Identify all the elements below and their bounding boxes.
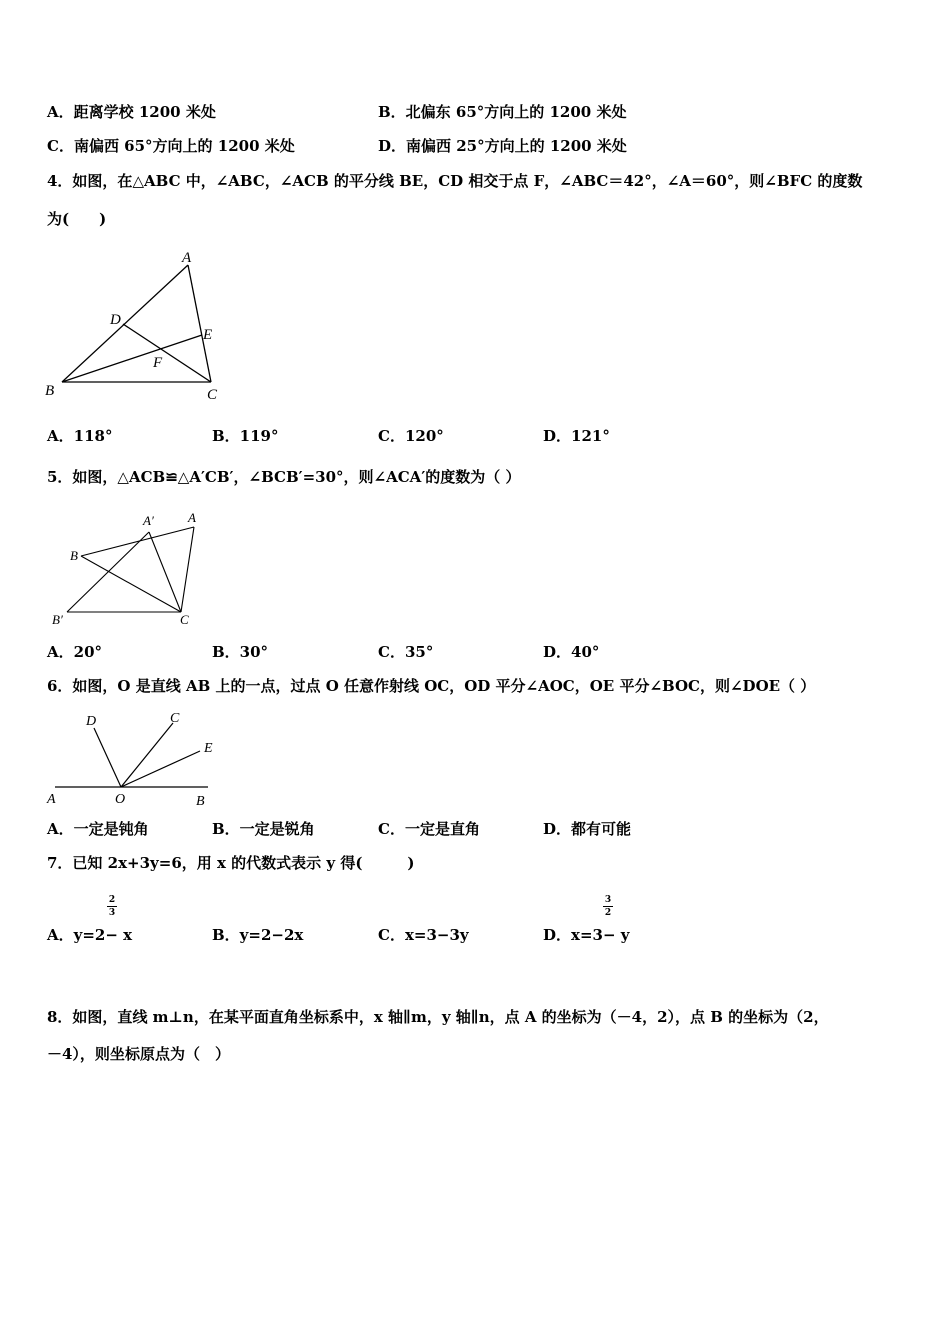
q4-stem-line2: 为( )	[47, 210, 107, 228]
q7-option-a: A．y=2− x	[47, 926, 133, 944]
q4-option-d: D．121°	[543, 427, 610, 445]
q5-stem: 5．如图，△ACB≌△A′CB′，∠BCB′=30°，则∠ACA′的度数为（ ）	[47, 468, 521, 486]
q4-option-b: B．119°	[212, 427, 279, 445]
q6-ray-oc	[121, 723, 173, 787]
q7-fraction-a-den: 3	[108, 908, 116, 918]
q6-label-a: A	[47, 792, 56, 807]
q6-ray-oe	[121, 751, 200, 787]
q7-fraction-a-num: 2	[108, 895, 116, 905]
q6-ray-od	[94, 728, 121, 787]
q7-option-b: B．y=2−2x	[212, 926, 304, 944]
q4-label-d: D	[110, 312, 121, 328]
q4-label-a: A	[182, 250, 192, 266]
q5-label-b: B	[70, 548, 78, 563]
q4-stem-line1: 4．如图，在△ABC 中，∠ABC，∠ACB 的平分线 BE，CD 相交于点 F，∠ABC＝42°，∠A＝60°，则∠BFC 的度数	[47, 172, 863, 190]
q5-label-a: A	[188, 510, 196, 525]
q6-label-e: E	[204, 741, 213, 756]
q3-option-c: C．南偏西 65°方向上的 1200 米处	[47, 137, 295, 155]
q5-label-b-prime: B′	[52, 612, 63, 627]
q5-option-a: A．20°	[47, 643, 103, 661]
q3-option-d: D．南偏西 25°方向上的 1200 米处	[378, 137, 627, 155]
q4-label-b: B	[45, 383, 55, 399]
q6-option-d: D．都有可能	[543, 820, 632, 838]
q6-option-a: A．一定是钝角	[47, 820, 149, 838]
q7-fraction-d-num: 3	[604, 895, 612, 905]
q7-fraction-a	[107, 895, 117, 918]
q7-option-d: D．x=3− y	[543, 926, 630, 944]
q6-label-o: O	[115, 792, 126, 807]
q5-option-b: B．30°	[212, 643, 269, 661]
q4-label-f: F	[153, 355, 163, 371]
q6-label-d: D	[86, 714, 97, 729]
q5-option-d: D．40°	[543, 643, 600, 661]
q5-label-a-prime: A′	[143, 513, 154, 528]
q4-option-a: A．118°	[47, 427, 113, 445]
q6-option-c: C．一定是直角	[378, 820, 480, 838]
q6-option-b: B．一定是锐角	[212, 820, 315, 838]
q5-option-c: C．35°	[378, 643, 434, 661]
q4-label-e: E	[203, 327, 213, 343]
q6-label-c: C	[170, 711, 180, 726]
q7-stem: 7．已知 2x+3y=6，用 x 的代数式表示 y 得( )	[47, 854, 415, 872]
q7-option-c: C．x=3−3y	[378, 926, 469, 944]
q7-fraction-d-den: 2	[604, 908, 612, 918]
q5-label-c: C	[180, 612, 189, 627]
q6-label-b: B	[196, 794, 205, 809]
q4-option-c: C．120°	[378, 427, 444, 445]
q6-stem: 6．如图，O 是直线 AB 上的一点，过点 O 任意作射线 OC，OD 平分∠AOC，OE 平分∠BOC，则∠DOE（ ）	[47, 677, 816, 695]
q8-stem-line2: －4），则坐标原点为（ ）	[47, 1045, 230, 1063]
q7-fraction-d	[603, 895, 613, 918]
q3-option-b: B．北偏东 65°方向上的 1200 米处	[378, 103, 627, 121]
q8-stem-line1: 8．如图，直线 m⊥n，在某平面直角坐标系中，x 轴∥m，y 轴∥n，点 A 的坐标为（－4，2），点 B 的坐标为（2，	[47, 1008, 829, 1026]
q4-label-c: C	[207, 387, 218, 403]
q3-option-a: A．距离学校 1200 米处	[47, 103, 216, 121]
